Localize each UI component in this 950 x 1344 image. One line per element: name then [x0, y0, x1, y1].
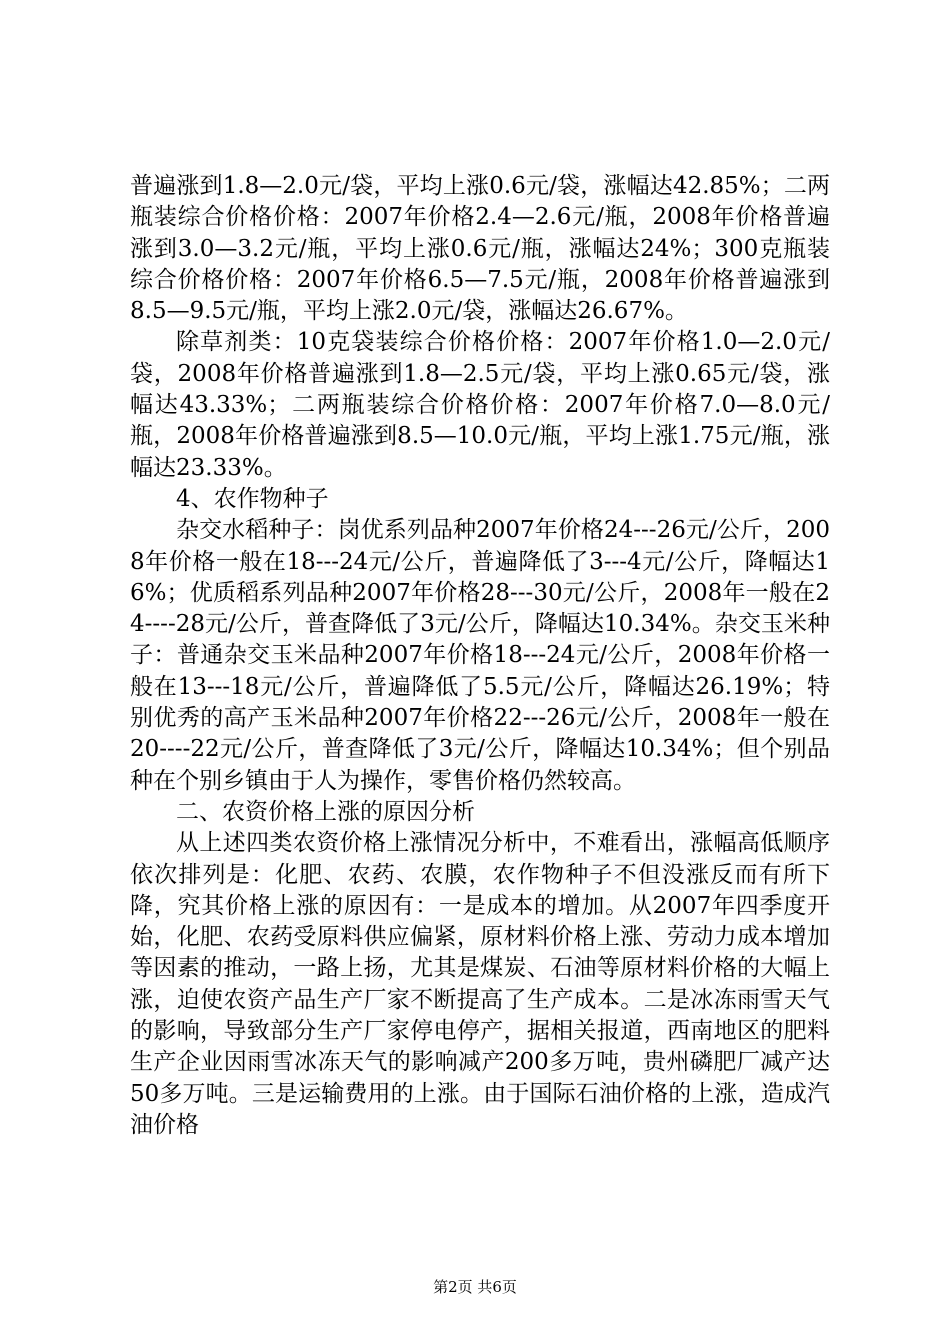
section-heading-crop-seeds: 4、农作物种子	[176, 485, 329, 512]
paragraph-pesticide-prices: 普遍涨到1.8—2.0元/袋，平均上涨0.6元/袋，涨幅达42.85%；二两瓶装综合价格价格：2007年价格2.4—2.6元/瓶，2008年价格普遍涨到3.0—3.2元/瓶，平均上涨0.6元/瓶，涨幅达24%；300克瓶装综合价格价格：2007年价格6.5—7.5元/瓶，2008年价格普遍涨到8.5—9.5元/瓶，平均上涨2.0元/袋，涨幅达26.67%。	[130, 173, 830, 325]
paragraph-seed-prices: 杂交水稻种子：岗优系列品种2007年价格24---26元/公斤，2008年价格一般在18---24元/公斤，普遍降低了3---4元/公斤，降幅达16%；优质稻系列品种2007年价格28---30元/公斤，2008年一般在24----28元/公斤，普查降低了3元/公斤，降幅达10.34%。杂交玉米种子：普通杂交玉米品种2007年价格18---24元/公斤，2008年价格一般在13---18元/公斤，普遍降低了5.5元/公斤，降幅达26.19%；特别优秀的高产玉米品种2007年价格22---26元/公斤，2008年一般在20----22元/公斤，普查降低了3元/公斤，降幅达10.34%；但个别品种在个别乡镇由于人为操作，零售价格仍然较高。	[130, 517, 830, 794]
document-body	[130, 171, 830, 1141]
section-heading-price-rise-causes: 二、农资价格上涨的原因分析	[176, 798, 475, 825]
paragraph-price-rise-analysis: 从上述四类农资价格上涨情况分析中，不难看出，涨幅高低顺序依次排列是：化肥、农药、农膜，农作物种子不但没涨反而有所下降，究其价格上涨的原因有：一是成本的增加。从2007年四季度开始，化肥、农药受原料供应偏紧，原材料价格上涨、劳动力成本增加等因素的推动，一路上扬，尤其是煤炭、石油等原材料价格的大幅上涨，迫使农资产品生产厂家不断提高了生产成本。二是冰冻雨雪天气的影响，导致部分生产厂家停电停产，据相关报道，西南地区的肥料生产企业因雨雪冰冻天气的影响减产200多万吨，贵州磷肥厂减产达50多万吨。三是运输费用的上涨。由于国际石油价格的上涨，造成汽油价格	[130, 830, 830, 1138]
paragraph-herbicide-prices: 除草剂类：10克袋装综合价格价格：2007年价格1.0—2.0元/袋，2008年价格普遍涨到1.8—2.5元/袋，平均上涨0.65元/袋，涨幅达43.33%；二两瓶装综合价格价格：2007年价格7.0—8.0元/瓶，2008年价格普遍涨到8.5—10.0元/瓶，平均上涨1.75元/瓶，涨幅达23.33%。	[130, 329, 830, 481]
page-footer: 第2页 共6页	[433, 1278, 517, 1296]
